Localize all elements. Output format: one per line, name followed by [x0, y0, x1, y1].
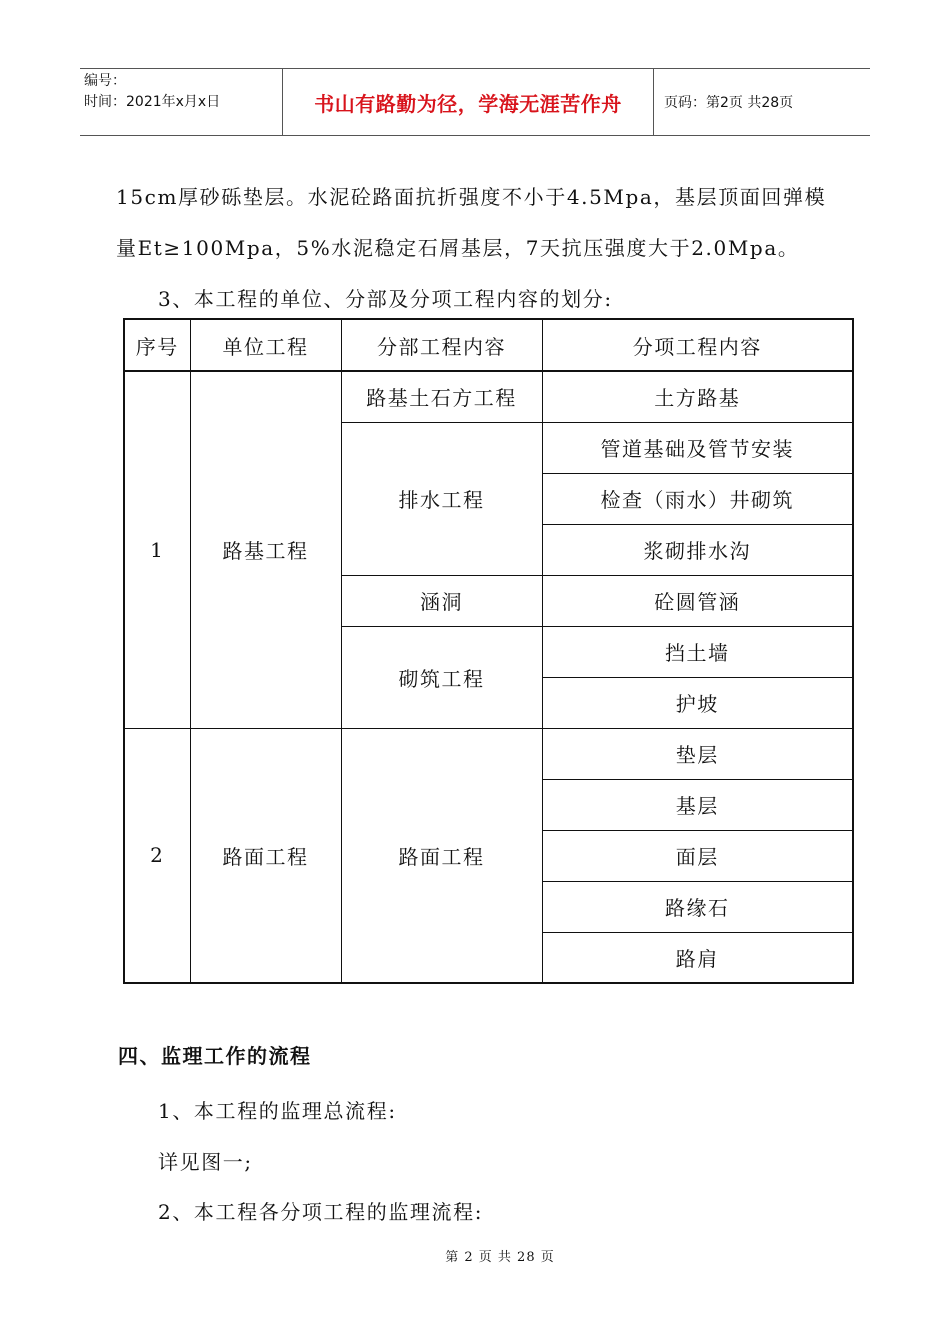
- list-item-1: 1、本工程的监理总流程:: [158, 1099, 397, 1123]
- item-name: 基层: [542, 779, 853, 830]
- header-meta: [80, 69, 282, 135]
- page-header: [80, 68, 870, 136]
- section-heading: 四、监理工作的流程: [118, 1044, 312, 1068]
- unit-number: 1: [124, 371, 190, 728]
- page-footer: 第 2 页 共 28 页: [445, 1250, 555, 1265]
- division-name: 路基土石方工程: [341, 371, 542, 422]
- division-name: 砌筑工程: [341, 626, 542, 728]
- division-name: 涵洞: [341, 575, 542, 626]
- unit-name: 路面工程: [190, 728, 341, 983]
- item-name: 垫层: [542, 728, 853, 779]
- document-time-label: 时间：2021年x月x日: [84, 94, 221, 110]
- item-name: 砼圆管涵: [542, 575, 853, 626]
- paragraph-line: 详见图一;: [158, 1150, 253, 1174]
- list-item-3: 3、本工程的单位、分部及分项工程内容的划分:: [158, 287, 613, 311]
- column-header: 序号: [124, 319, 190, 371]
- item-name: 路缘石: [542, 881, 853, 932]
- division-name: 路面工程: [341, 728, 542, 983]
- item-name: 护坡: [542, 677, 853, 728]
- item-name: 面层: [542, 830, 853, 881]
- unit-number: 2: [124, 728, 190, 983]
- unit-name: 路基工程: [190, 371, 341, 728]
- column-header: 分项工程内容: [542, 319, 853, 371]
- item-name: 浆砌排水沟: [542, 524, 853, 575]
- table-row: [124, 728, 853, 779]
- item-name: 管道基础及管节安装: [542, 422, 853, 473]
- item-name: 路肩: [542, 932, 853, 983]
- list-item-2: 2、本工程各分项工程的监理流程:: [158, 1200, 484, 1224]
- paragraph-line: 量Et≥100Mpa，5%水泥稳定石屑基层，7天抗压强度大于2.0Mpa。: [116, 236, 800, 260]
- column-header: 分部工程内容: [341, 319, 542, 371]
- project-division-table: [123, 318, 854, 984]
- column-header: 单位工程: [190, 319, 341, 371]
- item-name: 挡土墙: [542, 626, 853, 677]
- item-name: 土方路基: [542, 371, 853, 422]
- table-row: [124, 371, 853, 422]
- table-header-row: [124, 319, 853, 371]
- header-motto: 书山有路勤为径，学海无涯苦作舟: [282, 69, 654, 135]
- division-name: 排水工程: [341, 422, 542, 575]
- document-number-label: 编号：: [84, 73, 126, 89]
- header-page-number: 页码：第2页 共28页: [664, 95, 794, 111]
- item-name: 检查（雨水）井砌筑: [542, 473, 853, 524]
- paragraph-line: 15cm厚砂砾垫层。水泥砼路面抗折强度不小于4.5Mpa，基层顶面回弹模: [116, 185, 827, 209]
